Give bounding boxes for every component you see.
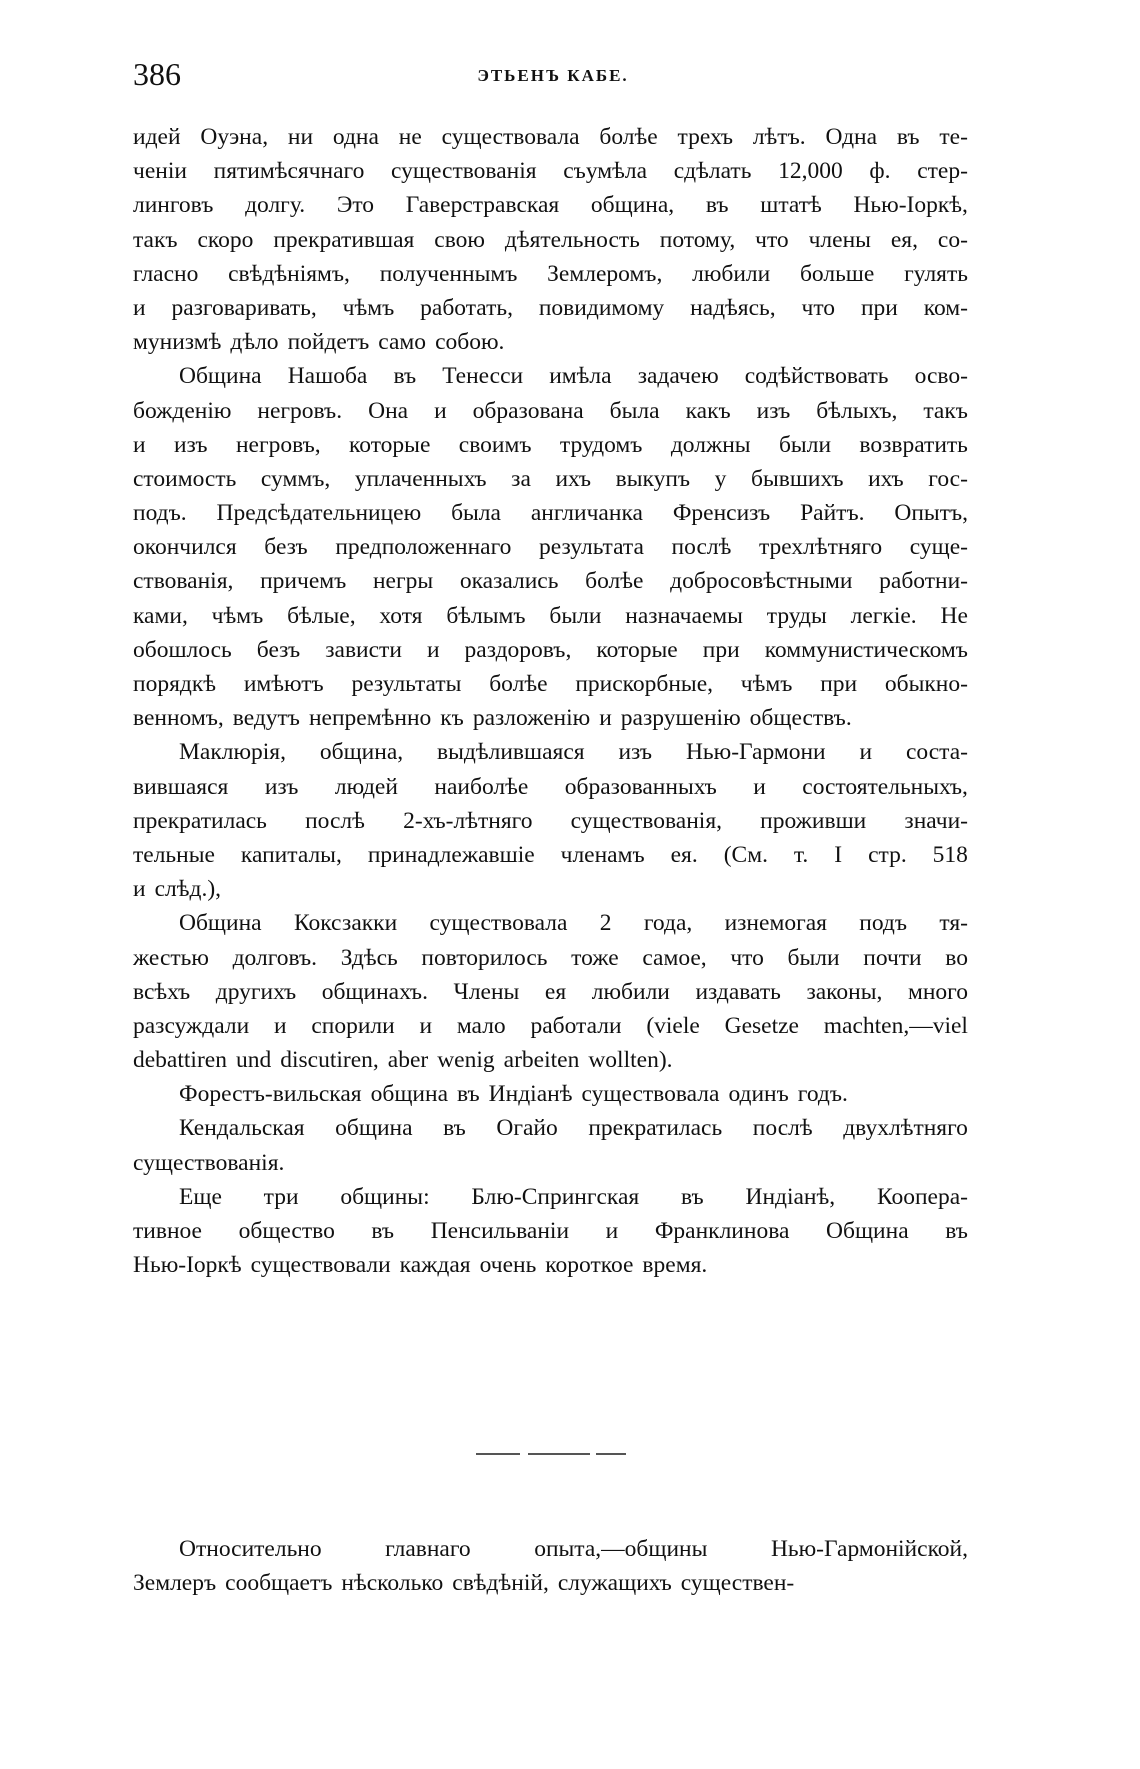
text-line: и слѣд.),: [133, 876, 222, 903]
text-line: всѣхъ другихъ общинахъ. Члены ея любили издавать законы, много: [133, 978, 968, 1005]
continuation-text: [133, 1532, 968, 1600]
text-line: божденію негровъ. Она и образована была какъ изъ бѣлыхъ, такъ: [133, 397, 968, 424]
text-line: Землеръ сообщаетъ нѣсколько свѣдѣній, служащихъ существен-: [133, 1570, 795, 1597]
text-line: и разговаривать, чѣмъ работать, повидимому надѣясь, что при ком-: [133, 294, 968, 321]
text-line: разсуждали и спорили и мало работали (viele Gesetze machten,—viel: [133, 1012, 968, 1039]
separator-gap: [590, 1452, 596, 1456]
paragraph: [133, 1180, 968, 1283]
text-line: ствованія, причемъ негры оказались болѣе добросовѣстными работни-: [133, 568, 968, 595]
text-line: идей Оуэна, ни одна не существовала болѣе трехъ лѣтъ. Одна въ те-: [133, 124, 968, 150]
text-line: стоимость суммъ, уплаченныхъ за ихъ выкупъ у бывшихъ ихъ гос-: [133, 465, 968, 492]
text-line: и изъ негровъ, которые своимъ трудомъ должны были возвратить: [133, 431, 968, 458]
text-line: мунизмѣ дѣло пойдетъ само собою.: [133, 329, 505, 356]
text-line: гласно свѣдѣніямъ, полученнымъ Землеромъ, любили больше гулять: [133, 260, 968, 287]
paragraph: [133, 1532, 968, 1600]
text-line: порядкѣ имѣютъ результаты болѣе прискорбные, чѣмъ при обыкно-: [133, 671, 968, 697]
running-head: ЭТЬЕНЪ КАБЕ.: [477, 66, 629, 85]
paragraph: [133, 1111, 968, 1179]
text-line: ченіи пятимѣсячнаго существованія съумѣла сдѣлать 12,000 ф. стер-: [133, 158, 968, 185]
text-line: вившаяся изъ людей наиболѣе образованныхъ и состоятельныхъ,: [133, 773, 968, 800]
main-text: [133, 120, 968, 1282]
text-line: тивное общество въ Пенсильваніи и Франклинова Община въ: [133, 1218, 968, 1244]
paragraph: [133, 735, 968, 906]
text-line: Община Нашоба въ Тенесси имѣла задачею содѣйствовать осво-: [179, 363, 968, 390]
text-line: прекратилась послѣ 2-хъ-лѣтняго существованія, проживши значи-: [133, 807, 968, 834]
text-line: Маклюрія, община, выдѣлившаяся изъ Нью-Гармони и соста-: [179, 739, 968, 766]
paragraph: [133, 359, 968, 735]
text-line: венномъ, ведутъ непремѣнно къ разложенію и разрушенію обществъ.: [133, 705, 852, 732]
paragraph: [133, 906, 968, 1077]
text-line: тельные капиталы, принадлежавшіе членамъ ея. (См. т. I стр. 518: [133, 841, 968, 868]
section-separator: [476, 1453, 626, 1455]
paragraph: [133, 120, 968, 359]
separator-gap: [520, 1452, 528, 1456]
text-line: Относительно главнаго опыта,—общины Нью-Гармонійской,: [179, 1536, 968, 1562]
text-line: Община Коксзакки существовала 2 года, изнемогая подъ тя-: [179, 910, 968, 937]
text-line: Форестъ-вильская община въ Индіанѣ существовала одинъ годъ.: [179, 1081, 848, 1108]
text-line: debattiren und discutiren, aber wenig arbeiten wollten).: [133, 1047, 673, 1074]
text-line: Кендальская община въ Огайо прекратилась послѣ двухлѣтняго: [179, 1115, 968, 1142]
text-line: ками, чѣмъ бѣлые, хотя бѣлымъ были назначаемы труды легкіе. Не: [133, 602, 968, 629]
text-line: существованія.: [133, 1149, 285, 1176]
page-number: 386: [133, 56, 181, 92]
text-line: подъ. Предсѣдательницею была англичанка Френсизъ Райтъ. Опытъ,: [133, 500, 968, 527]
text-line: такъ скоро прекратившая свою дѣятельность потому, что члены ея, со-: [133, 226, 968, 253]
text-line: окончился безъ предположеннаго результата послѣ трехлѣтняго суще-: [133, 534, 968, 561]
page-header: [133, 56, 973, 96]
text-line: линговъ долгу. Это Гаверстравская община, въ штатѣ Нью-Іоркѣ,: [133, 192, 968, 219]
text-line: Еще три общины: Блю-Спрингская въ Индіанѣ, Коопера-: [179, 1183, 968, 1210]
paragraph: [133, 1077, 968, 1111]
text-line: жестью долговъ. Здѣсь повторилось тоже самое, что были почти во: [133, 944, 968, 971]
text-line: обошлось безъ зависти и раздоровъ, которые при коммунистическомъ: [133, 636, 968, 663]
text-line: Нью-Іоркѣ существовали каждая очень короткое время.: [133, 1252, 708, 1279]
